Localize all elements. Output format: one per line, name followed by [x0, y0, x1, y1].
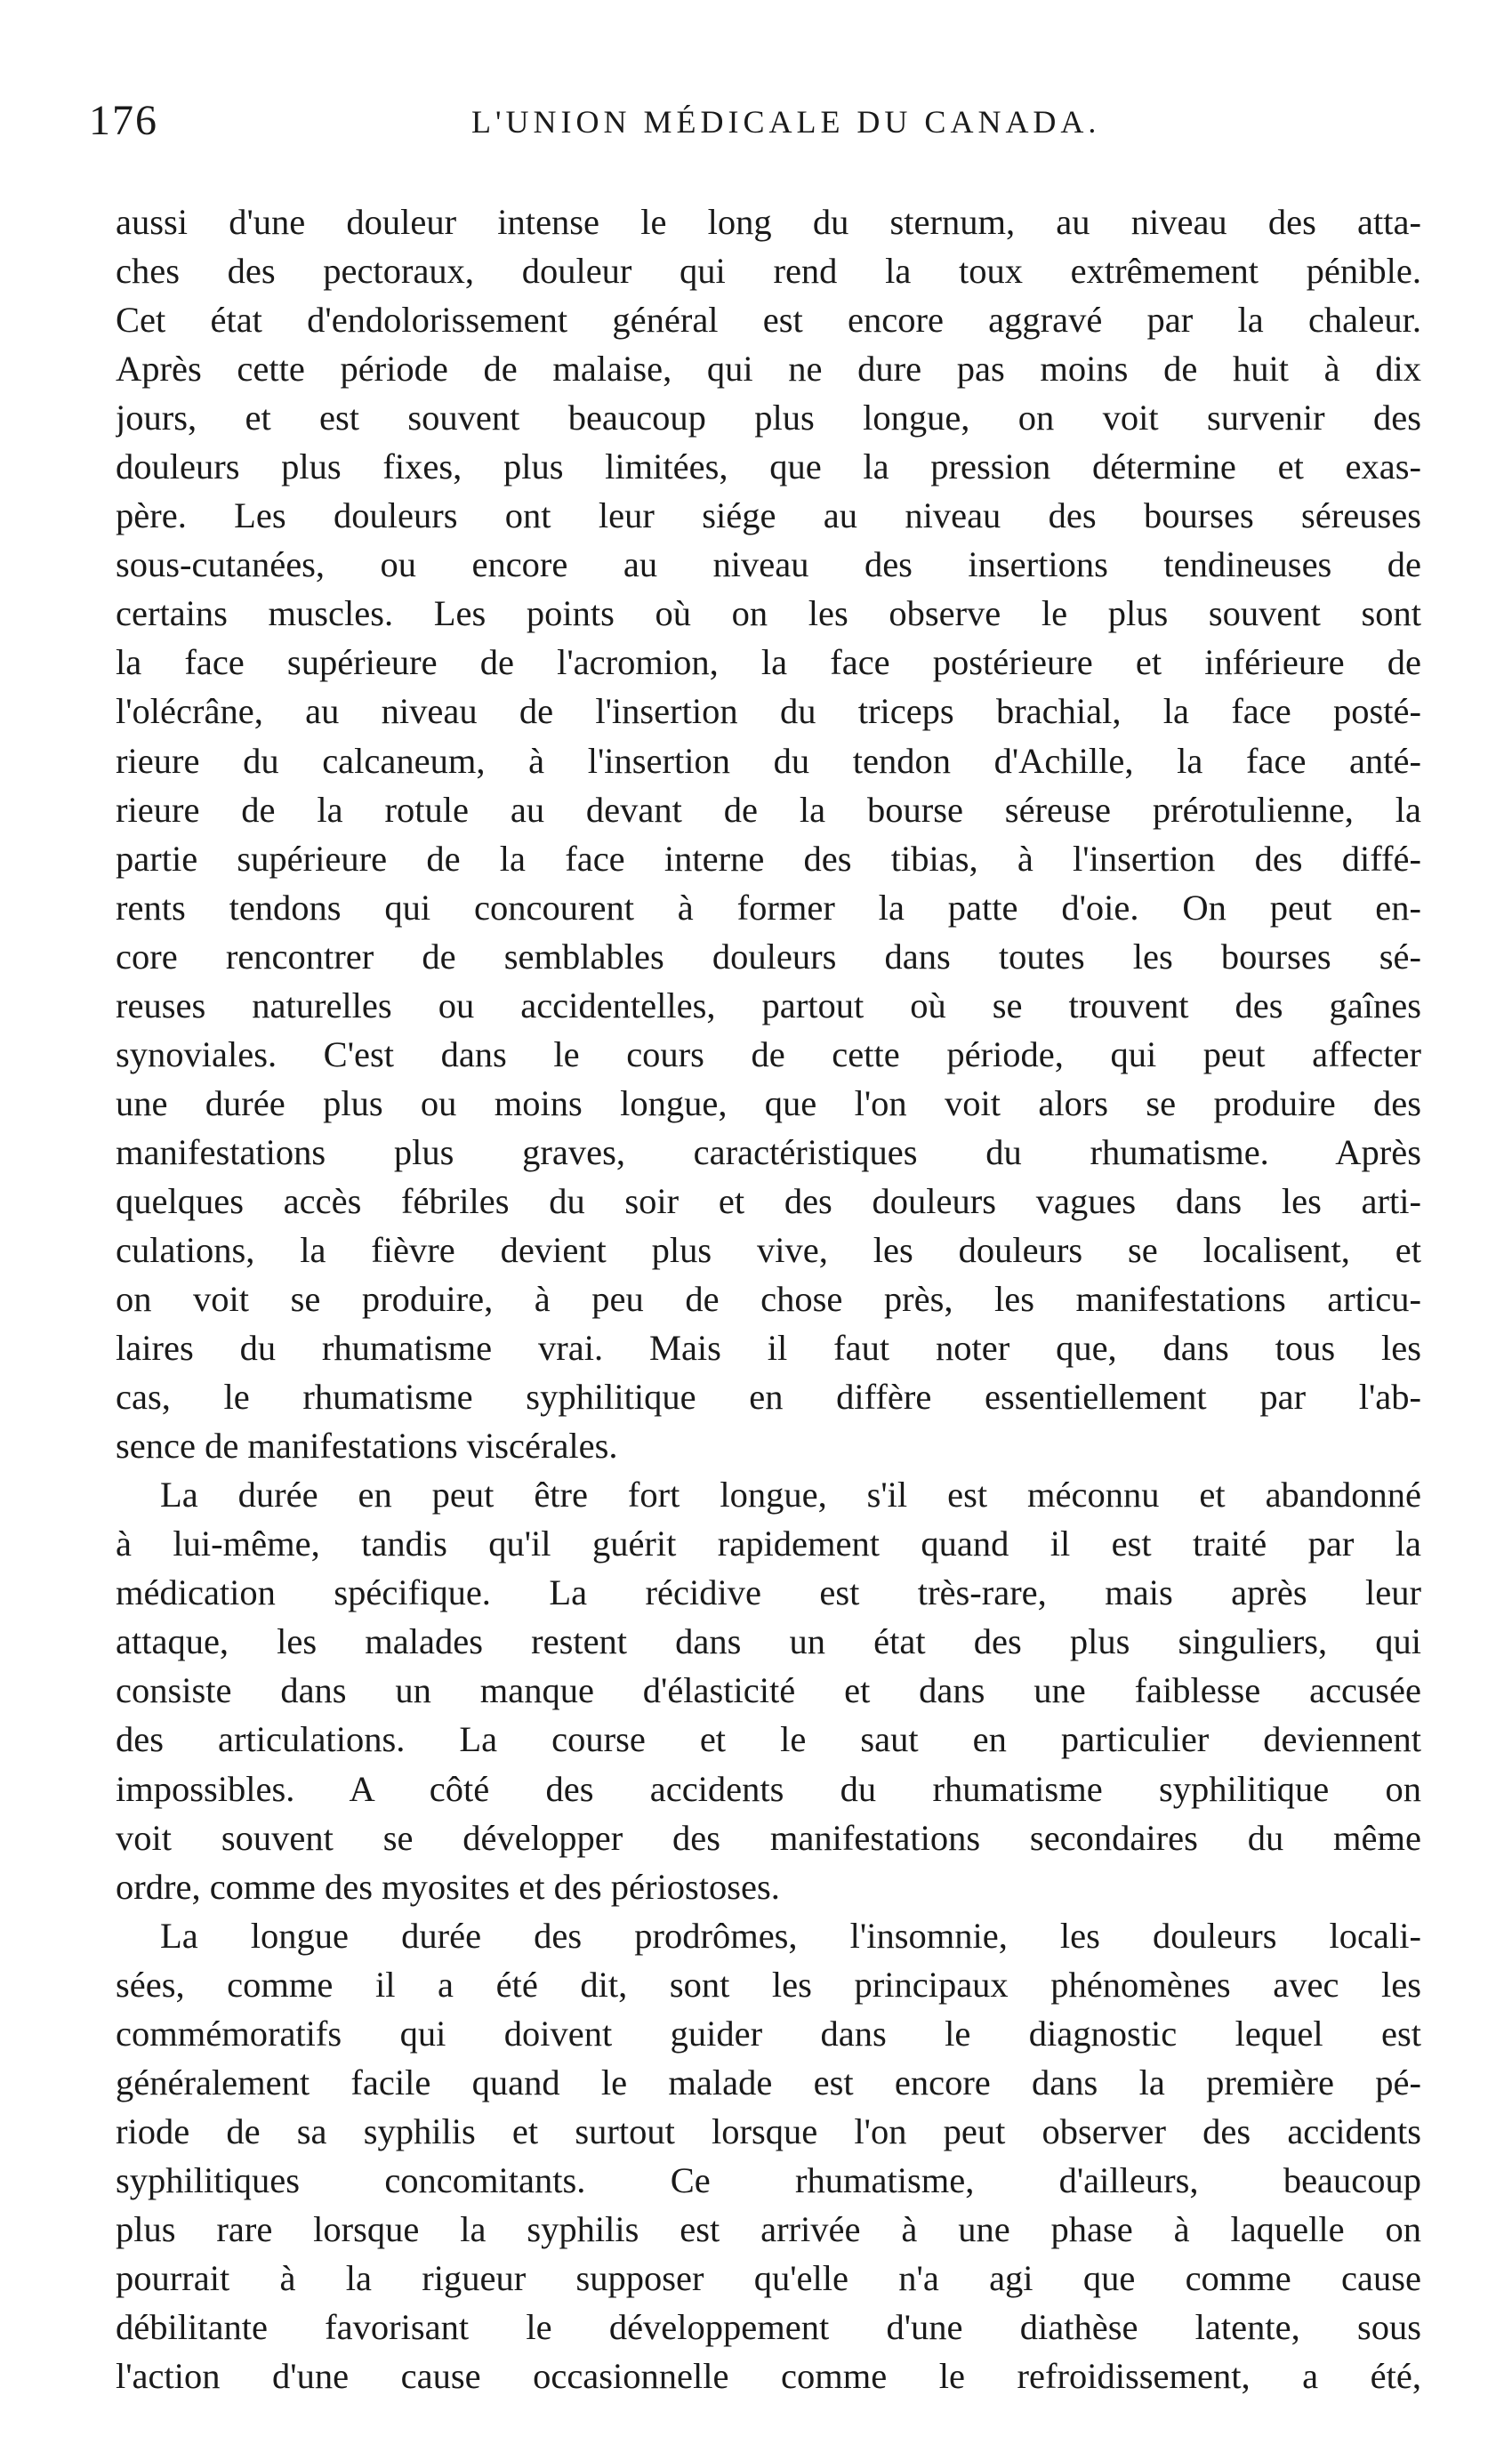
text-line: généralement facile quand le malade est encore dans la première pé-	[116, 2062, 1421, 2102]
text-line: commémoratifs qui doivent guider dans le diagnostic lequel est	[116, 2013, 1421, 2054]
text-line: l'action d'une cause occasionnelle comme le refroidissement, a été,	[116, 2356, 1421, 2397]
text-line: l'olécrâne, au niveau de l'insertion du triceps brachial, la face posté-	[116, 691, 1421, 732]
text-line: syphilitiques concomitants. Ce rhumatisme, d'ailleurs, beaucoup	[116, 2159, 1421, 2200]
text-line: impossibles. A côté des accidents du rhumatisme syphilitique on	[116, 1768, 1421, 1809]
text-line: certains muscles. Les points où on les observe le plus souvent sont	[116, 593, 1421, 634]
text-line: Après cette période de malaise, qui ne dure pas moins de huit à dix	[116, 349, 1421, 390]
text-line: jours, et est souvent beaucoup plus longue, on voit survenir des	[116, 398, 1421, 438]
text-line: consiste dans un manque d'élasticité et dans une faiblesse accusée	[116, 1670, 1421, 1711]
text-line: synoviales. C'est dans le cours de cette période, qui peut affecter	[116, 1033, 1421, 1074]
text-line: riode de sa syphilis et surtout lorsque l'on peut observer des accidents	[116, 2110, 1421, 2151]
running-title: L'UNION MÉDICALE DU CANADA.	[471, 104, 1101, 140]
text-line: core rencontrer de semblables douleurs dans toutes les bourses sé-	[116, 936, 1421, 977]
text-line: quelques accès fébriles du soir et des douleurs vagues dans les arti-	[116, 1180, 1421, 1221]
text-line: sence de manifestations viscérales.	[116, 1426, 618, 1467]
text-line: laires du rhumatisme vrai. Mais il faut noter que, dans tous les	[116, 1328, 1421, 1369]
text-line: culations, la fièvre devient plus vive, les douleurs se localisent, et	[116, 1229, 1421, 1270]
body-text	[116, 197, 1421, 2400]
text-line: La durée en peut être fort longue, s'il est méconnu et abandonné	[160, 1475, 1421, 1515]
text-line: médication spécifique. La récidive est très-rare, mais après leur	[116, 1572, 1421, 1613]
text-line: pourrait à la rigueur supposer qu'elle n'a agi que comme cause	[116, 2257, 1421, 2298]
text-line: des articulations. La course et le saut en particulier deviennent	[116, 1719, 1421, 1760]
text-line: aussi d'une douleur intense le long du sternum, au niveau des atta-	[116, 202, 1421, 242]
text-line: douleurs plus fixes, plus limitées, que la pression détermine et exas-	[116, 446, 1421, 487]
text-line: père. Les douleurs ont leur siége au niveau des bourses séreuses	[116, 495, 1421, 536]
text-line: sées, comme il a été dit, sont les principaux phénomènes avec les	[116, 1964, 1421, 2005]
text-line: ches des pectoraux, douleur qui rend la toux extrêmement pénible.	[116, 251, 1421, 292]
text-line: rieure du calcaneum, à l'insertion du tendon d'Achille, la face anté-	[116, 740, 1421, 781]
text-line: la face supérieure de l'acromion, la face postérieure et inférieure de	[116, 642, 1421, 683]
text-line: rents tendons qui concourent à former la patte d'oie. On peut en-	[116, 887, 1421, 928]
text-line: sous-cutanées, ou encore au niveau des insertions tendineuses de	[116, 544, 1421, 585]
text-line: partie supérieure de la face interne des tibias, à l'insertion des diffé-	[116, 838, 1421, 879]
text-line: cas, le rhumatisme syphilitique en diffère essentiellement par l'ab-	[116, 1377, 1421, 1418]
text-line: plus rare lorsque la syphilis est arrivée à une phase à laquelle on	[116, 2208, 1421, 2249]
text-line: rieure de la rotule au devant de la bourse séreuse prérotulienne, la	[116, 789, 1421, 830]
text-line: Cet état d'endolorissement général est encore aggravé par la chaleur.	[116, 300, 1421, 341]
text-line: La longue durée des prodrômes, l'insomnie, les douleurs locali-	[160, 1915, 1421, 1956]
text-line: voit souvent se développer des manifestations secondaires du même	[116, 1817, 1421, 1858]
text-line: manifestations plus graves, caractéristiques du rhumatisme. Après	[116, 1131, 1421, 1172]
text-line: attaque, les malades restent dans un état des plus singuliers, qui	[116, 1621, 1421, 1662]
text-line: débilitante favorisant le développement d'une diathèse latente, sous	[116, 2307, 1421, 2348]
text-line: ordre, comme des myosites et des périostoses.	[116, 1866, 780, 1907]
text-line: à lui-même, tandis qu'il guérit rapidement quand il est traité par la	[116, 1523, 1421, 1564]
text-line: on voit se produire, à peu de chose près, les manifestations articu-	[116, 1279, 1421, 1320]
page-number: 176	[89, 97, 158, 144]
text-line: reuses naturelles ou accidentelles, partout où se trouvent des gaînes	[116, 985, 1421, 1025]
text-line: une durée plus ou moins longue, que l'on voit alors se produire des	[116, 1082, 1421, 1123]
page-header	[89, 96, 1423, 158]
